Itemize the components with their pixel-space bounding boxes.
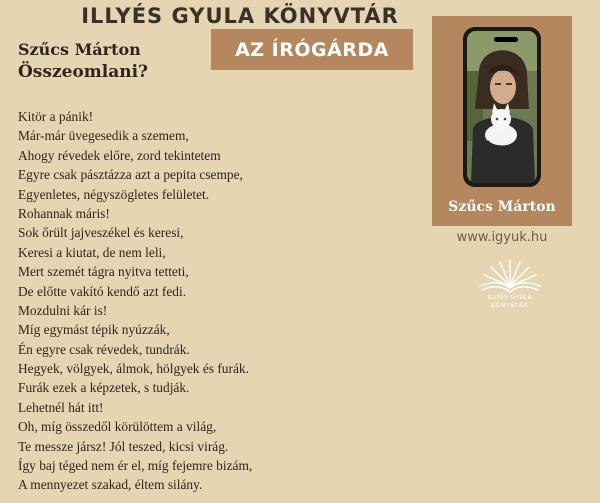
poem-line: Lehetnél hát itt! [18, 399, 104, 415]
poem-line: Kitör a pánik! [18, 109, 94, 124]
poem-line: Oh, míg összedől körülöttem a világ, [18, 419, 217, 435]
logo-text-line2: KÖNYVTÁR [491, 303, 529, 309]
poem-line: Míg egymást tépik nyúzzák, [18, 322, 170, 338]
poem-line: Mozdulni kár is! [18, 302, 108, 318]
poem-line: A mennyezet szakad, éltem silány. [18, 477, 203, 493]
poem-line: Egyenletes, négyszögletes felületet. [18, 186, 210, 202]
poem-body [18, 107, 252, 495]
poem-line: Egyre csak pásztázza azt a pepita csempe, [18, 167, 243, 183]
poem-line: Mert szemét tágra nyitva tetteti, [18, 264, 189, 280]
poem-line: Sok őrült jajveszékel és keresi, [18, 225, 184, 241]
poem-line: Furák ezek a képzetek, s tudják. [18, 380, 190, 396]
library-logo [470, 256, 550, 318]
poem-line: De előtte vakító kendő azt fedi. [18, 283, 187, 299]
poem-line: Rohannak máris! [18, 205, 110, 221]
author-photo-illustration [467, 31, 537, 183]
phone-notch [494, 37, 518, 42]
website-link[interactable]: www.igyuk.hu [456, 230, 548, 245]
poem-line: Én egyre csak révedek, tundrák. [18, 341, 190, 357]
poem-title: Összeomlani? [18, 62, 148, 82]
library-name-header: ILLYÉS GYULA KÖNYVTÁR [81, 4, 399, 28]
author-card [432, 16, 572, 226]
logo-text-line1: ILLYÉS GYULA [487, 294, 533, 301]
section-banner [211, 29, 413, 70]
poem-line: Te messze jársz! Jól teszed, kicsi virág. [18, 438, 229, 454]
phone-frame [463, 27, 541, 187]
author-photo [467, 31, 537, 183]
open-book-icon [470, 256, 550, 294]
card-author-name: Szűcs Márton [448, 199, 556, 215]
poem-line: Már-már üvegesedik a szemem, [18, 128, 189, 144]
poem-line: Hegyek, völgyek, álmok, hölgyek és furák. [18, 361, 249, 377]
poem-line: Keresi a kiutat, de nem leli, [18, 244, 166, 260]
section-banner-label: AZ ÍRÓGÁRDA [235, 38, 389, 61]
poem-author: Szűcs Márton [18, 40, 141, 59]
poem-line: Így baj téged nem ér el, míg fejemre bizám, [18, 458, 253, 474]
poem-line: Ahogy révedek előre, zord tekintetem [18, 147, 221, 163]
